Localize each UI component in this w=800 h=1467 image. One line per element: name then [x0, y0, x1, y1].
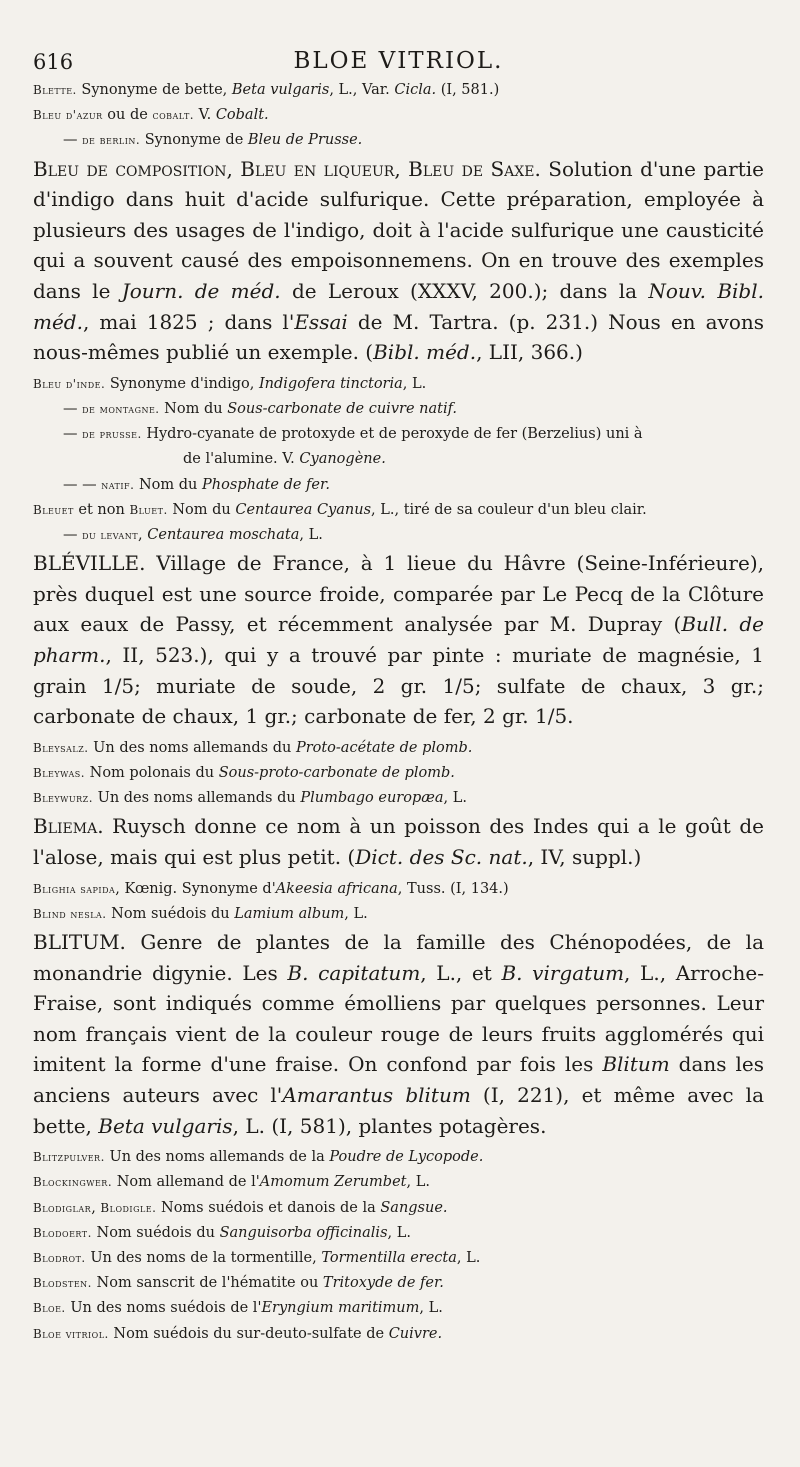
headword: Bleu en liqueur — [240, 156, 395, 181]
entry-bleu-d-inde — [33, 372, 764, 397]
italic-term: Akeesia africana — [275, 880, 398, 897]
italic-term: Amomum Zerumbet — [259, 1174, 407, 1191]
headword: du levant — [82, 527, 139, 542]
entry-text: BLITUM. — [33, 929, 126, 954]
entry-text: , L. — [387, 1224, 411, 1241]
headword: Blockingwer. — [33, 1175, 113, 1190]
entry-text: . Solution d'une partie d'indigo dans huit d'acide sulfurique. Cette préparation, employée à plusieurs des usages de l'indigo, doit à l'acide sulfurique une causticité qui a souvent causé des empoisonnemens. On en trouve des exemples dans le — [33, 156, 764, 303]
entry-blodsten — [33, 1271, 764, 1296]
entry-bloe-vitriol — [33, 1322, 764, 1347]
italic-term: Centaurea moschata — [147, 526, 300, 543]
entry-blodiglar — [33, 1196, 764, 1221]
entry-text: , LII, 366.) — [476, 340, 583, 365]
italic-term: Cicla. — [394, 82, 437, 98]
entry-text: Synonyme de — [140, 132, 248, 149]
headword: Blighia sapida — [33, 881, 116, 896]
entry-bleu-de-montagne — [33, 397, 764, 422]
entry-text: , L. — [402, 375, 427, 392]
italic-term: Cuivre. — [388, 1325, 443, 1342]
italic-term: Cobalt. — [215, 107, 269, 124]
entry-bleywas — [33, 761, 764, 786]
headword: Bloe. — [33, 1301, 66, 1316]
entry-bleu-de-berlin — [33, 128, 764, 153]
entry-text: , L., tiré de sa couleur d'un bleu clair. — [371, 501, 647, 518]
entry-bloe — [33, 1296, 764, 1321]
entry-blodrot — [33, 1246, 764, 1271]
headword: Blodigle. — [100, 1200, 157, 1215]
entry-text: de M. Tartra. (p. 231.) Nous en avons nous-mêmes publié un exemple. ( — [33, 309, 764, 365]
entry-text: Un des noms allemands du — [88, 739, 296, 756]
headword: de montagne. — [82, 401, 160, 416]
headword: Bleu d'azur — [33, 108, 103, 123]
entry-blodoert — [33, 1221, 764, 1246]
headword: Bleu de composition — [33, 156, 227, 181]
entry-text: Hydro-cyanate de protoxyde et de peroxyde de fer (Berzelius) uni à — [141, 426, 643, 443]
entry-text: , L. (I, 581), plantes potagères. — [232, 1113, 547, 1138]
italic-term: Eryngium maritimum — [261, 1300, 420, 1317]
entry-text: , L. — [344, 905, 368, 922]
entry-text: — — — [63, 476, 102, 493]
entry-text: de Leroux (XXXV, 200.); dans la — [280, 278, 649, 303]
entry-bleville — [33, 548, 764, 732]
italic-term: Journ. de méd. — [121, 278, 281, 303]
italic-term: Bull. de pharm. — [33, 612, 764, 667]
entry-text: , L., et — [420, 960, 502, 985]
headword: Bliema — [33, 814, 98, 839]
entry-bliema — [33, 811, 764, 872]
page-header — [33, 0, 764, 78]
entry-text: , L. — [406, 1174, 430, 1191]
entry-text: — — [63, 132, 83, 149]
italic-term: Poudre de Lycopode. — [329, 1149, 484, 1166]
entry-text: de l'alumine. V. — [183, 451, 300, 468]
italic-term: Bibl. méd. — [373, 340, 477, 365]
entry-text: Un des noms allemands du — [92, 790, 301, 807]
entry-bleu-de-prusse-cont — [33, 447, 764, 472]
headword: Bleysalz. — [33, 740, 89, 755]
entry-bleysalz — [33, 736, 764, 761]
italic-term: Indigofera tinctoria — [258, 375, 403, 392]
entry-blitzpulver — [33, 1145, 764, 1170]
entry-text: , Tuss. (I, 134.) — [397, 880, 509, 897]
entry-text: Village de France, à 1 lieue du Hâvre (Seine-Inférieure), près duquel est une source froide, comparée par Le Pecq de la Clôture aux eaux de Passy, et récemment analysée par M. Dupray ( — [33, 551, 764, 637]
headword: Bleu de Saxe — [408, 156, 535, 181]
entry-blette — [33, 78, 764, 103]
headword: Bluet. — [129, 502, 168, 517]
entry-text: , L. — [299, 526, 323, 543]
entry-bleuet — [33, 498, 764, 523]
italic-term: Sangsue. — [380, 1199, 448, 1216]
entry-text: V. — [194, 107, 216, 124]
italic-term: Centaurea Cyanus — [235, 501, 372, 518]
entry-text: — — [63, 400, 83, 417]
entry-text: , — [226, 156, 241, 181]
entry-text: — — [63, 526, 83, 543]
entry-bleu-de-prusse-natif — [33, 473, 764, 498]
italic-term: Sous-carbonate de cuivre natif. — [227, 400, 458, 417]
entry-blockingwer — [33, 1170, 764, 1195]
entry-text: , IV, suppl.) — [527, 844, 642, 869]
entry-text: Nom suédois du sur-deuto-sulfate de — [108, 1325, 389, 1342]
entry-text: dans les anciens auteurs avec l' — [33, 1052, 764, 1107]
entry-text: Noms suédois et danois de la — [156, 1199, 381, 1216]
entry-text: (I, 581.) — [436, 82, 500, 98]
entry-text: , — [394, 156, 409, 181]
entry-text: , Kœnig. Synonyme d' — [115, 880, 276, 897]
entry-text: Nom allemand de l' — [112, 1174, 260, 1191]
entry-text: Un des noms allemands de la — [104, 1149, 330, 1166]
headword: Bleu d'inde. — [33, 376, 106, 391]
entry-text: , L., Var. — [329, 82, 395, 98]
headword: Bloe vitriol. — [33, 1326, 109, 1341]
entry-bleu-de-composition — [33, 154, 764, 368]
headword: Blodrot. — [33, 1250, 86, 1265]
entry-text: , mai 1825 ; dans l' — [82, 309, 295, 334]
entry-text: Nom suédois du — [91, 1224, 220, 1241]
running-title: BLOE VITRIOL. — [293, 48, 504, 74]
italic-term: Sous-proto-carbonate de plomb. — [218, 764, 455, 781]
italic-term: Beta vulgaris — [98, 1113, 233, 1138]
italic-term: Phosphate de fer. — [202, 476, 330, 493]
italic-term: Nouv. Bibl. méd. — [33, 278, 764, 334]
headword: Blodsten. — [33, 1276, 92, 1291]
headword: Blind nesla. — [33, 906, 107, 921]
entry-text: — — [63, 426, 83, 443]
entry-bleywurz — [33, 786, 764, 811]
page-number: 616 — [33, 50, 74, 74]
italic-term: Lamium album — [234, 905, 345, 922]
headword: cobalt. — [152, 108, 195, 123]
italic-term: Beta vulgaris — [231, 82, 330, 98]
entry-text: , L. — [443, 790, 467, 807]
entry-text: Un des noms suédois de l' — [65, 1300, 262, 1317]
entry-text: BLÉVILLE. — [33, 551, 146, 576]
italic-term: Blitum — [602, 1052, 670, 1077]
entry-blitum — [33, 927, 764, 1141]
entry-text: Synonyme de bette, — [76, 82, 232, 98]
entry-blighia-sapida — [33, 877, 764, 902]
italic-term: Bleu de Prusse. — [247, 132, 363, 149]
entry-bleu-d-azur — [33, 103, 764, 128]
entry-text: ou de — [102, 107, 153, 124]
entry-text: , II, 523.), qui y a trouvé par pinte : muriate de magnésie, 1 grain 1/5; muriate de soude, 2 gr. 1/5; sulfate de chaux, 3 gr.; carbonate de chaux, 1 gr.; carbonate de fer, 2 gr. 1/5. — [33, 642, 764, 729]
entry-blind-nesla — [33, 902, 764, 927]
entry-text: . Ruysch donne ce nom à un poisson des Indes qui a le goût de l'alose, mais qui est plus petit. ( — [33, 814, 764, 869]
entry-text: Genre de plantes de la famille des Chénopodées, de la monandrie digynie. Les — [33, 929, 764, 985]
headword: Blodiglar — [33, 1200, 92, 1215]
italic-term: Cyanogène. — [299, 451, 386, 468]
entry-text: , L. — [419, 1300, 443, 1317]
entry-text: , L. — [456, 1249, 481, 1266]
italic-term: Proto-acétate de plomb. — [295, 739, 473, 756]
entry-bleuet-du-levant — [33, 523, 764, 548]
headword: Blodoert. — [33, 1225, 92, 1240]
headword: Blette. — [33, 83, 77, 97]
italic-term: Tormentilla erecta — [321, 1249, 457, 1266]
italic-term: B. capitatum — [287, 960, 421, 985]
italic-term: Amarantus blitum — [282, 1082, 471, 1107]
entry-text: Nom suédois du — [106, 905, 235, 922]
entry-text: Nom sanscrit de l'hématite ou — [91, 1275, 323, 1292]
entry-text: et non — [73, 501, 130, 518]
italic-term: B. virgatum — [501, 960, 625, 985]
entry-text: Nom du — [159, 400, 228, 417]
italic-term: Dict. des Sc. nat. — [355, 844, 528, 869]
italic-term: Sanguisorba officinalis — [219, 1224, 388, 1241]
headword: de prusse. — [82, 427, 142, 442]
entry-text: , — [91, 1199, 101, 1216]
headword: Bleywurz. — [33, 791, 93, 806]
entry-text: Un des noms de la tormentille, — [85, 1249, 322, 1266]
entry-text: , L., Arroche-Fraise, sont indiqués comme émolliens par quelques personnes. Leur nom français vient de la couleur rouge de leurs fruits agglomérés qui imitent la forme d'une fraise. On confond par fois les — [33, 960, 764, 1077]
headword: Bleuet — [33, 502, 74, 517]
headword: Bleywas. — [33, 765, 86, 780]
entry-text: Nom du — [134, 476, 203, 493]
italic-term: Plumbago europæa — [300, 790, 444, 807]
entry-text: Nom du — [167, 501, 236, 518]
headword: Blitzpulver. — [33, 1150, 105, 1165]
headword: natif. — [101, 477, 135, 492]
entry-text: (I, 221), et même avec la bette, — [33, 1082, 765, 1138]
italic-term: Tritoxyde de fer. — [322, 1275, 444, 1292]
entry-text: Nom polonais du — [85, 764, 219, 781]
headword: de berlin. — [82, 133, 141, 148]
italic-term: Essai — [294, 309, 348, 334]
entry-text: , — [138, 526, 148, 543]
entry-text: Synonyme d'indigo, — [105, 375, 259, 392]
entry-bleu-de-prusse — [33, 422, 764, 447]
